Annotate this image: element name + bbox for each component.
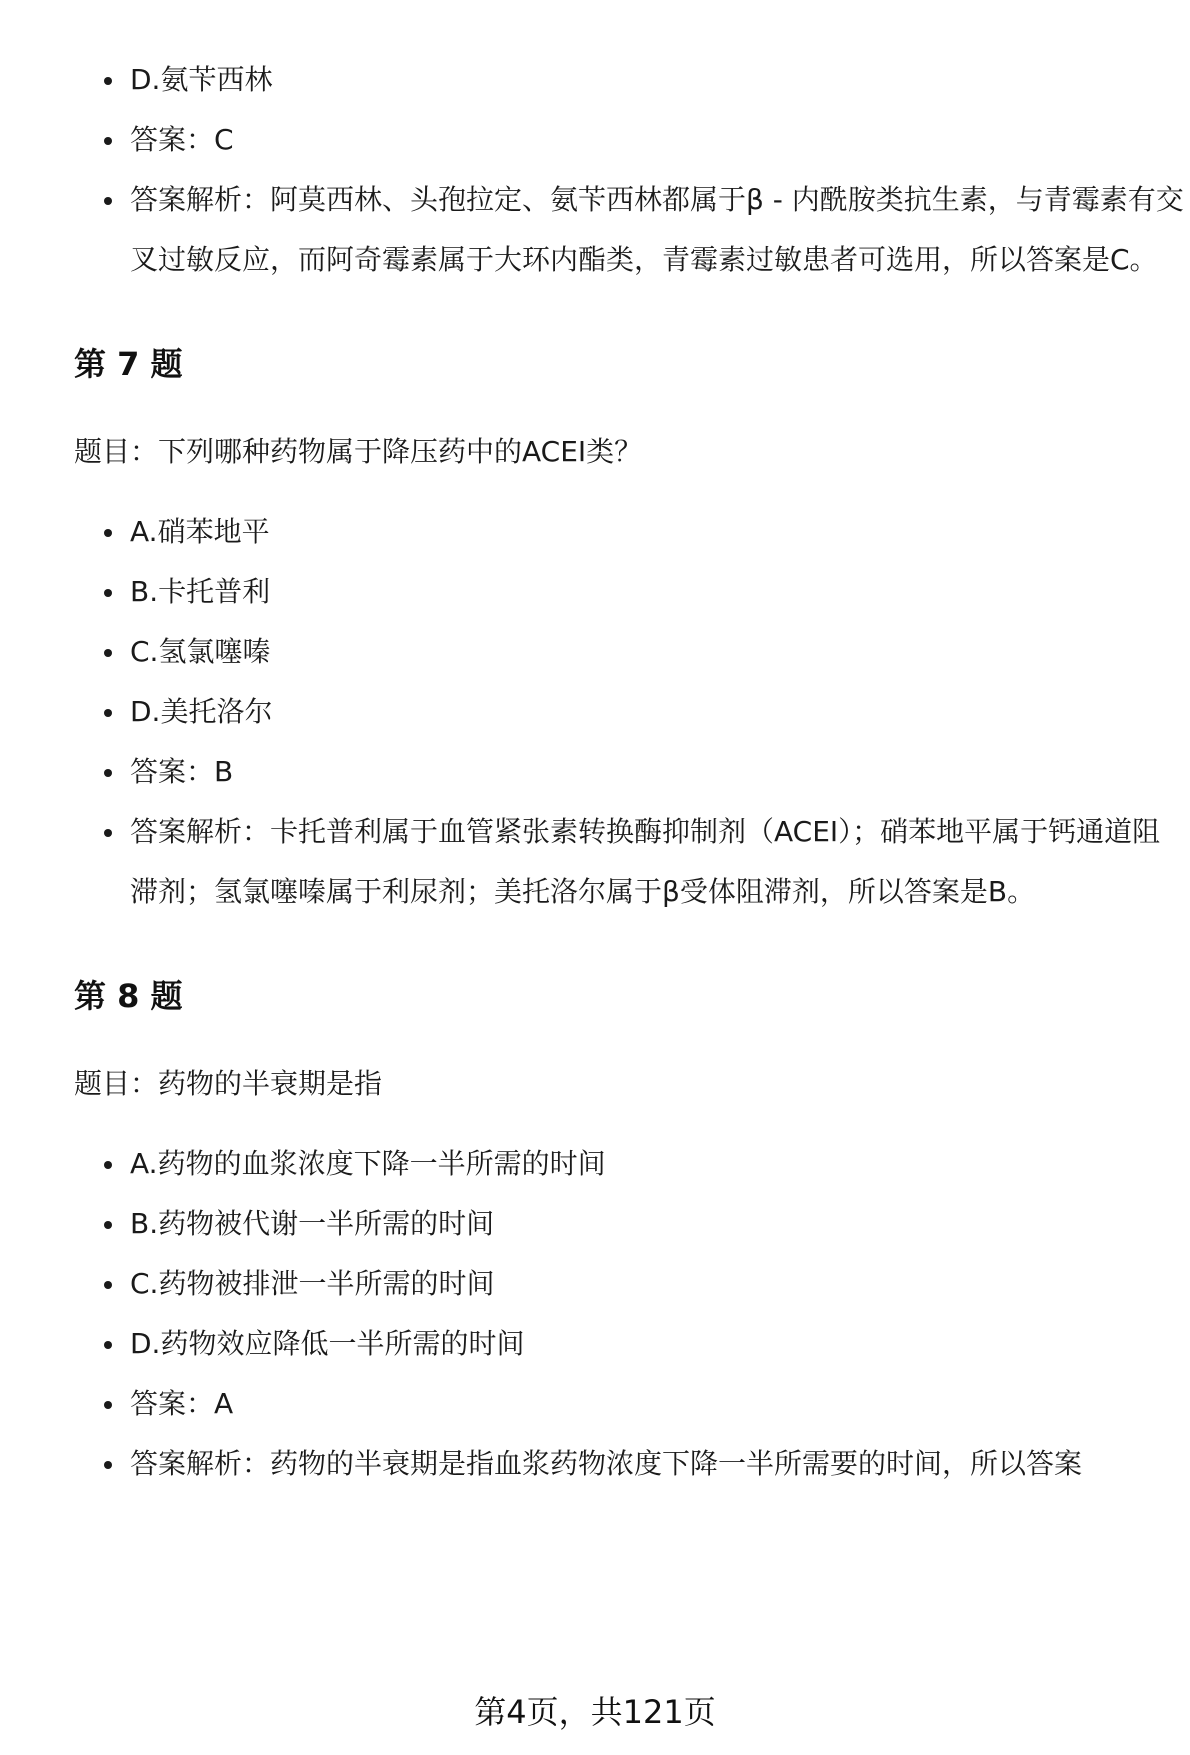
list-item [74, 622, 1184, 682]
option-d: D.美托洛尔 [130, 695, 273, 728]
bullet-icon [104, 1221, 112, 1229]
list-item [74, 562, 1184, 622]
page-content [74, 50, 1184, 1494]
list-item [74, 1374, 1184, 1434]
list-item [74, 1134, 1184, 1194]
bullet-icon [104, 1461, 112, 1469]
list-item [74, 1314, 1184, 1374]
question-7-list [74, 502, 1174, 922]
answer: 答案：B [130, 755, 234, 788]
prev-question-list [74, 50, 1184, 290]
bullet-icon [104, 649, 112, 657]
list-item [74, 802, 1184, 922]
question-7-heading: 第 7 题 [74, 345, 183, 383]
list-item [74, 110, 1184, 170]
bullet-icon [104, 529, 112, 537]
answer-explanation: 答案解析：卡托普利属于血管紧张素转换酶抑制剂（ACEI）；硝苯地平属于钙通道阻滞剂；氢氯噻嗪属于利尿剂；美托洛尔属于β受体阻滞剂，所以答案是B。 [130, 815, 1161, 908]
bullet-icon [104, 1281, 112, 1289]
bullet-icon [104, 589, 112, 597]
list-item [74, 502, 1184, 562]
answer-explanation: 答案解析：药物的半衰期是指血浆药物浓度下降一半所需要的时间，所以答案 [130, 1447, 1083, 1480]
answer-explanation: 答案解析：阿莫西林、头孢拉定、氨苄西林都属于β - 内酰胺类抗生素，与青霉素有交叉过敏反应，而阿奇霉素属于大环内酯类，青霉素过敏患者可选用，所以答案是C。 [130, 183, 1184, 276]
option-d: D.药物效应降低一半所需的时间 [130, 1327, 525, 1360]
list-item [74, 50, 1184, 110]
question-8-list [74, 1134, 1174, 1494]
option-a: A.药物的血浆浓度下降一半所需的时间 [130, 1147, 606, 1180]
bullet-icon [104, 769, 112, 777]
bullet-icon [104, 1401, 112, 1409]
answer: 答案：A [130, 1387, 234, 1420]
bullet-icon [104, 829, 112, 837]
option-a: A.硝苯地平 [130, 515, 270, 548]
option-b: B.卡托普利 [130, 575, 271, 608]
bullet-icon [104, 197, 112, 205]
bullet-icon [104, 1161, 112, 1169]
option-d: D.氨苄西林 [130, 63, 273, 96]
list-item [74, 1254, 1184, 1314]
bullet-icon [104, 137, 112, 145]
answer: 答案：C [130, 123, 234, 156]
question-7-text: 题目：下列哪种药物属于降压药中的ACEI类？ [74, 435, 643, 468]
option-c: C.氢氯噻嗪 [130, 635, 271, 668]
list-item [74, 742, 1184, 802]
question-8-text: 题目：药物的半衰期是指 [74, 1067, 383, 1100]
question-8-heading: 第 8 题 [74, 977, 183, 1015]
bullet-icon [104, 77, 112, 85]
bullet-icon [104, 1341, 112, 1349]
list-item [74, 1194, 1184, 1254]
list-item [74, 170, 1184, 290]
bullet-icon [104, 709, 112, 717]
option-c: C.药物被排泄一半所需的时间 [130, 1267, 495, 1300]
list-item [74, 1434, 1184, 1494]
option-b: B.药物被代谢一半所需的时间 [130, 1207, 495, 1240]
list-item [74, 682, 1184, 742]
page-number-footer: 第4页，共121页 [474, 1693, 716, 1731]
